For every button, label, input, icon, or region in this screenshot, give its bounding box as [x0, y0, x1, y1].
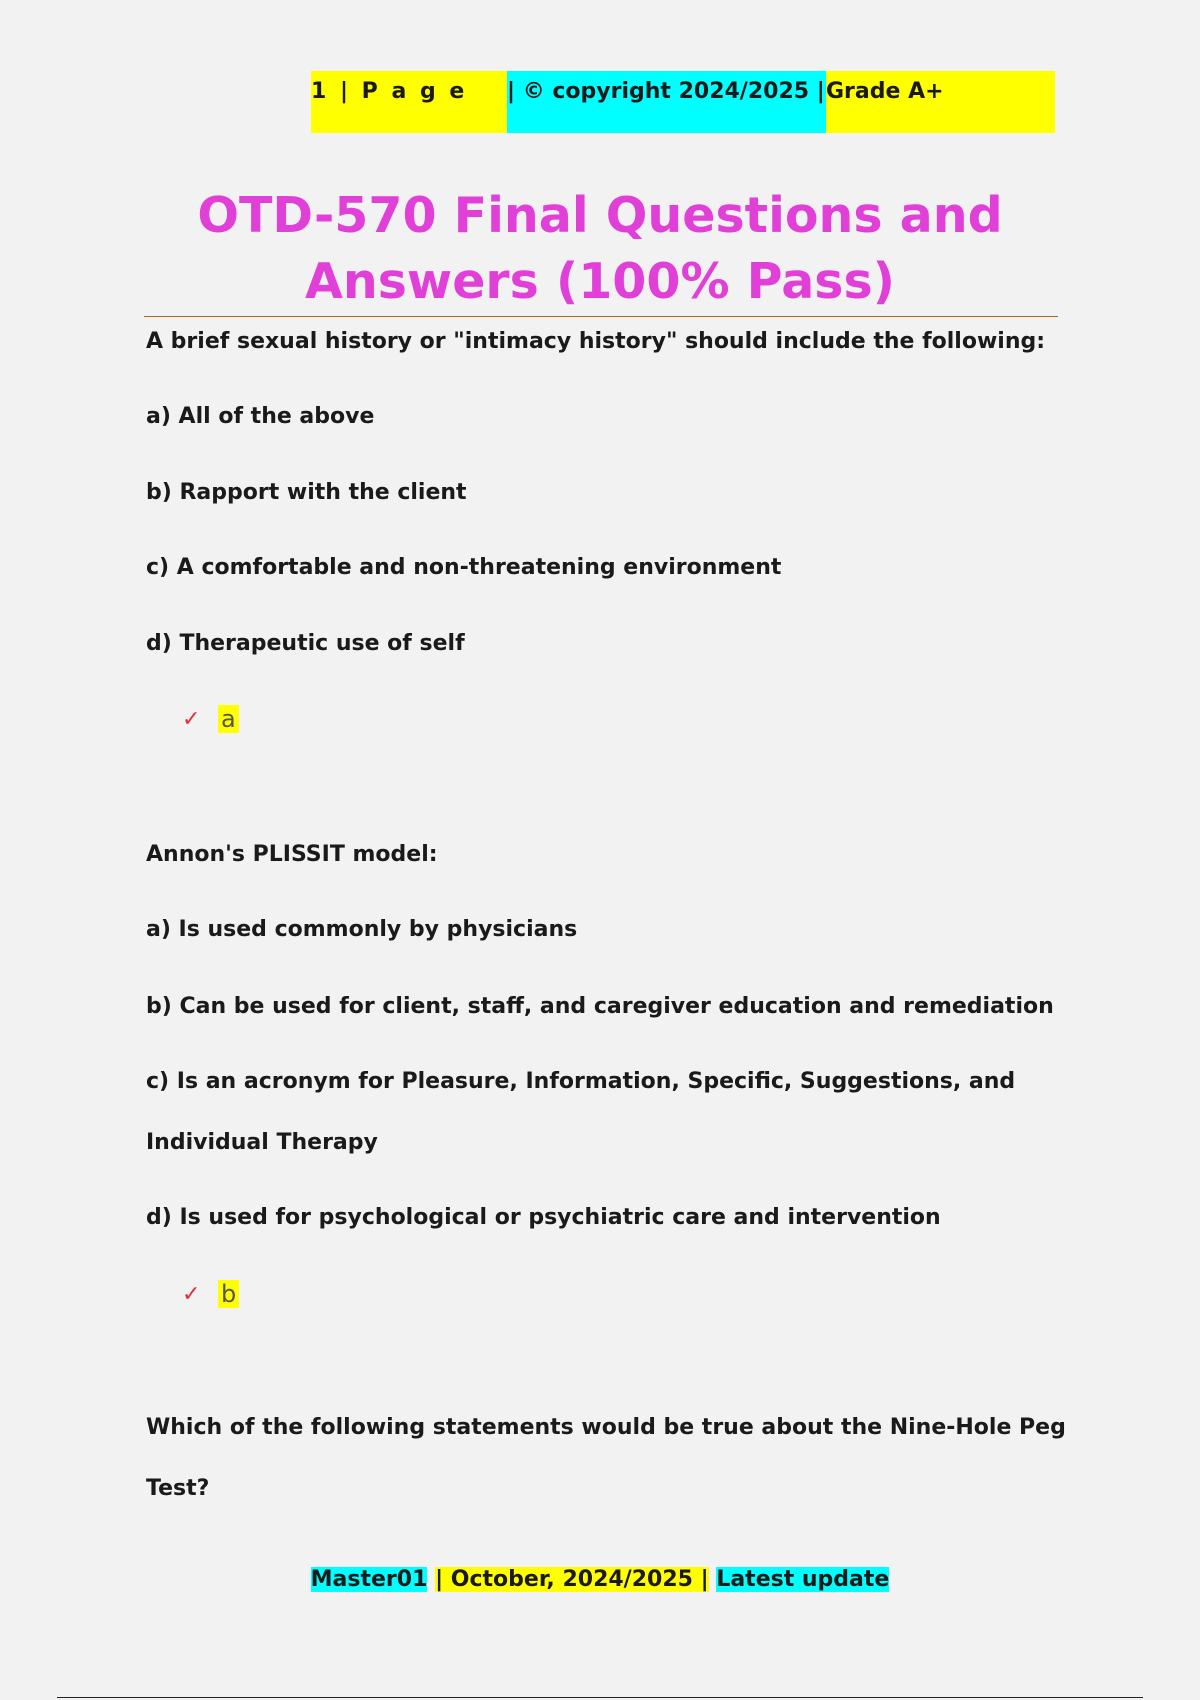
- page-footer: [0, 1567, 1200, 1592]
- question-1-prompt: A brief sexual history or "intimacy history" should include the following:: [146, 329, 1046, 354]
- question-2-option-a: a) Is used commonly by physicians: [146, 917, 578, 942]
- question-2-answer: [182, 1280, 239, 1308]
- page-header: [311, 71, 1055, 133]
- title-line-1: OTD-570 Final Questions and: [197, 187, 1003, 244]
- question-1-answer: [182, 705, 239, 733]
- question-2-option-b: b) Can be used for client, staff, and caregiver education and remediation: [146, 994, 1054, 1019]
- check-icon: ✓: [182, 1281, 201, 1307]
- check-icon: ✓: [182, 706, 201, 732]
- question-2-option-c-continued: Individual Therapy: [146, 1130, 378, 1155]
- question-1-option-b: b) Rapport with the client: [146, 480, 467, 505]
- footer-update: Latest update: [716, 1567, 890, 1592]
- bottom-divider: [57, 1697, 1143, 1698]
- question-1-option-a: a) All of the above: [146, 404, 375, 429]
- footer-author: Master01: [310, 1567, 428, 1592]
- title-divider: [144, 316, 1058, 317]
- page-number: 1 | P a g e: [311, 71, 507, 133]
- copyright-notice: | © copyright 2024/2025 |: [507, 71, 826, 133]
- question-2-option-c: c) Is an acronym for Pleasure, Information, Specific, Suggestions, and: [146, 1069, 1016, 1094]
- document-title: [140, 183, 1060, 315]
- title-line-2: Answers (100% Pass): [304, 253, 896, 310]
- answer-letter: b: [218, 1280, 239, 1308]
- question-3-prompt-continued: Test?: [146, 1476, 210, 1501]
- question-2-option-d: d) Is used for psychological or psychiatric care and intervention: [146, 1205, 941, 1230]
- grade-label: Grade A+: [826, 71, 1055, 133]
- question-1-option-d: d) Therapeutic use of self: [146, 631, 465, 656]
- question-2-prompt: Annon's PLISSIT model:: [146, 842, 438, 867]
- question-1-option-c: c) A comfortable and non-threatening environment: [146, 555, 782, 580]
- answer-letter: a: [218, 705, 239, 733]
- question-3-prompt: Which of the following statements would be true about the Nine-Hole Peg: [146, 1415, 1066, 1440]
- footer-date: | October, 2024/2025 |: [435, 1567, 709, 1592]
